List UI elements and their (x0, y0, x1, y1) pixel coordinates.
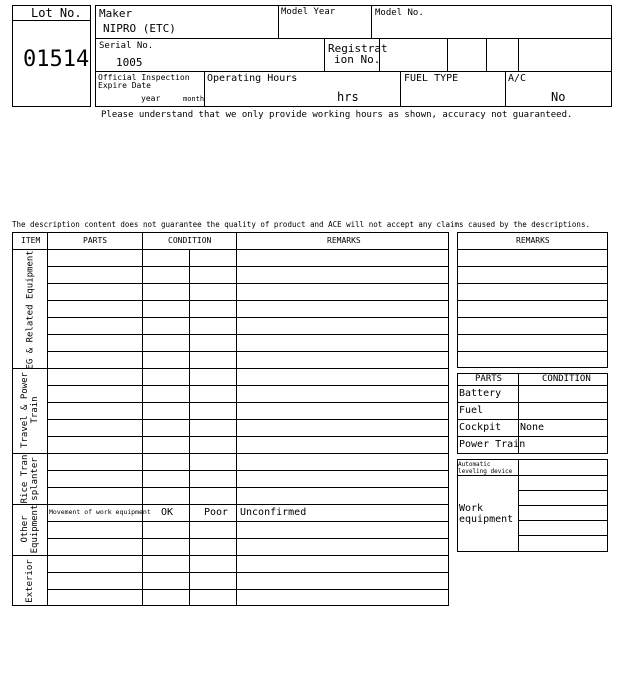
registration-label-line-1: Registrat (328, 42, 388, 55)
header-col-line-3 (324, 38, 325, 71)
header-col-line-6 (486, 38, 487, 71)
serial-label: Serial No. (99, 41, 154, 51)
row-line (47, 589, 449, 590)
row-line (47, 300, 449, 301)
inspection-label-line-2: Expire Date (98, 81, 151, 90)
header-col-line-5 (447, 38, 448, 71)
section-label-other: Other Equipment (20, 504, 40, 554)
other-row-condition-ok: OK (161, 507, 174, 518)
row-line (47, 436, 449, 437)
remarks-line (457, 283, 608, 284)
row-line (47, 266, 449, 267)
col-header-parts: PARTS (83, 236, 108, 245)
parts-row-line (457, 419, 608, 420)
work-row-line (518, 535, 608, 536)
fuel-type-label: FUEL TYPE (404, 73, 459, 84)
row-line (12, 249, 449, 250)
part-cockpit: Cockpit (459, 422, 502, 433)
part-fuel: Fuel (459, 405, 484, 416)
remarks-line (457, 317, 608, 318)
table-col-cond1 (189, 249, 190, 606)
row-line (47, 487, 449, 488)
work-row-line (518, 520, 608, 521)
registration-label-line-2: ion No. (334, 53, 381, 66)
row-line (47, 470, 449, 471)
hours-disclaimer: Please understand that we only provide working hours as shown, accuracy not guaranteed. (101, 110, 573, 120)
section-line (12, 453, 449, 454)
header-col-line-9 (400, 71, 401, 107)
operating-hours-label: Operating Hours (207, 73, 298, 84)
ac-value: No (551, 90, 566, 104)
row-line (47, 521, 449, 522)
row-line (47, 317, 449, 318)
maker-label: Maker (99, 7, 133, 20)
lot-divider (12, 20, 91, 21)
part-battery: Battery (459, 388, 502, 399)
part-power-train: Power Train (459, 439, 526, 450)
lot-number: 01514 (23, 47, 90, 72)
maker-value: NIPRO (ETC) (103, 22, 176, 35)
condition-header: CONDITION (542, 374, 591, 384)
parts-row-line (457, 436, 608, 437)
header-col-line-8 (204, 71, 205, 107)
section-line (12, 368, 449, 369)
remarks-line (457, 300, 608, 301)
work-row-line (518, 505, 608, 506)
remarks-line (457, 249, 608, 250)
section-label-exterior: Exterior (25, 559, 35, 603)
header-row-line-2 (95, 71, 612, 72)
row-line (47, 385, 449, 386)
header-col-line-7 (518, 38, 519, 71)
hours-unit: hrs (337, 90, 359, 104)
row-line (47, 351, 449, 352)
row-line (47, 538, 449, 539)
condition-cockpit: None (520, 422, 545, 433)
other-row-part: Movement of work equipment (49, 508, 151, 516)
auto-leveling-label: Automatic leveling device (458, 461, 513, 475)
parts-row-line (457, 402, 608, 403)
ac-label: A/C (508, 73, 527, 84)
work-row-line (457, 475, 608, 476)
header-col-line-1 (278, 5, 279, 38)
parts-header: PARTS (475, 374, 503, 384)
other-row-remark: Unconfirmed (240, 507, 307, 518)
col-header-remarks: REMARKS (327, 236, 361, 245)
header-col-line-2 (371, 5, 372, 38)
work-equipment-label: Work equipment (459, 503, 514, 525)
other-row-condition-poor: Poor (204, 507, 229, 518)
remarks-line (457, 334, 608, 335)
row-line (47, 572, 449, 573)
inspection-label-line-1: Official Inspection (98, 73, 190, 82)
section-line (12, 504, 449, 505)
row-line (47, 283, 449, 284)
parts-row-line (457, 385, 608, 386)
section-line (12, 555, 449, 556)
lot-label: Lot No. (31, 6, 82, 20)
header-col-line-10 (505, 71, 506, 107)
remarks-header: REMARKS (516, 236, 550, 245)
model-year-label: Model Year (281, 7, 336, 17)
row-line (47, 402, 449, 403)
model-no-label: Model No. (375, 8, 424, 18)
work-row-line (518, 490, 608, 491)
row-line (47, 419, 449, 420)
remarks-line (457, 266, 608, 267)
col-header-condition: CONDITION (168, 236, 212, 245)
section-label-eg: EG & Related Equipment (25, 250, 36, 370)
header-row-line-1 (95, 38, 612, 39)
section-label-rice: Rice Transplanter (20, 454, 40, 504)
month-label: month (183, 95, 205, 103)
col-header-item: ITEM (21, 236, 41, 245)
section-label-travel: Travel & Power Train (20, 372, 40, 448)
description-disclaimer: The description content does not guarantee the quality of product and ACE will not accept any claims caused by the descriptions. (12, 220, 590, 229)
remarks-line (457, 351, 608, 352)
row-line (47, 334, 449, 335)
serial-value: 1005 (116, 56, 143, 69)
year-label: year (141, 94, 161, 103)
